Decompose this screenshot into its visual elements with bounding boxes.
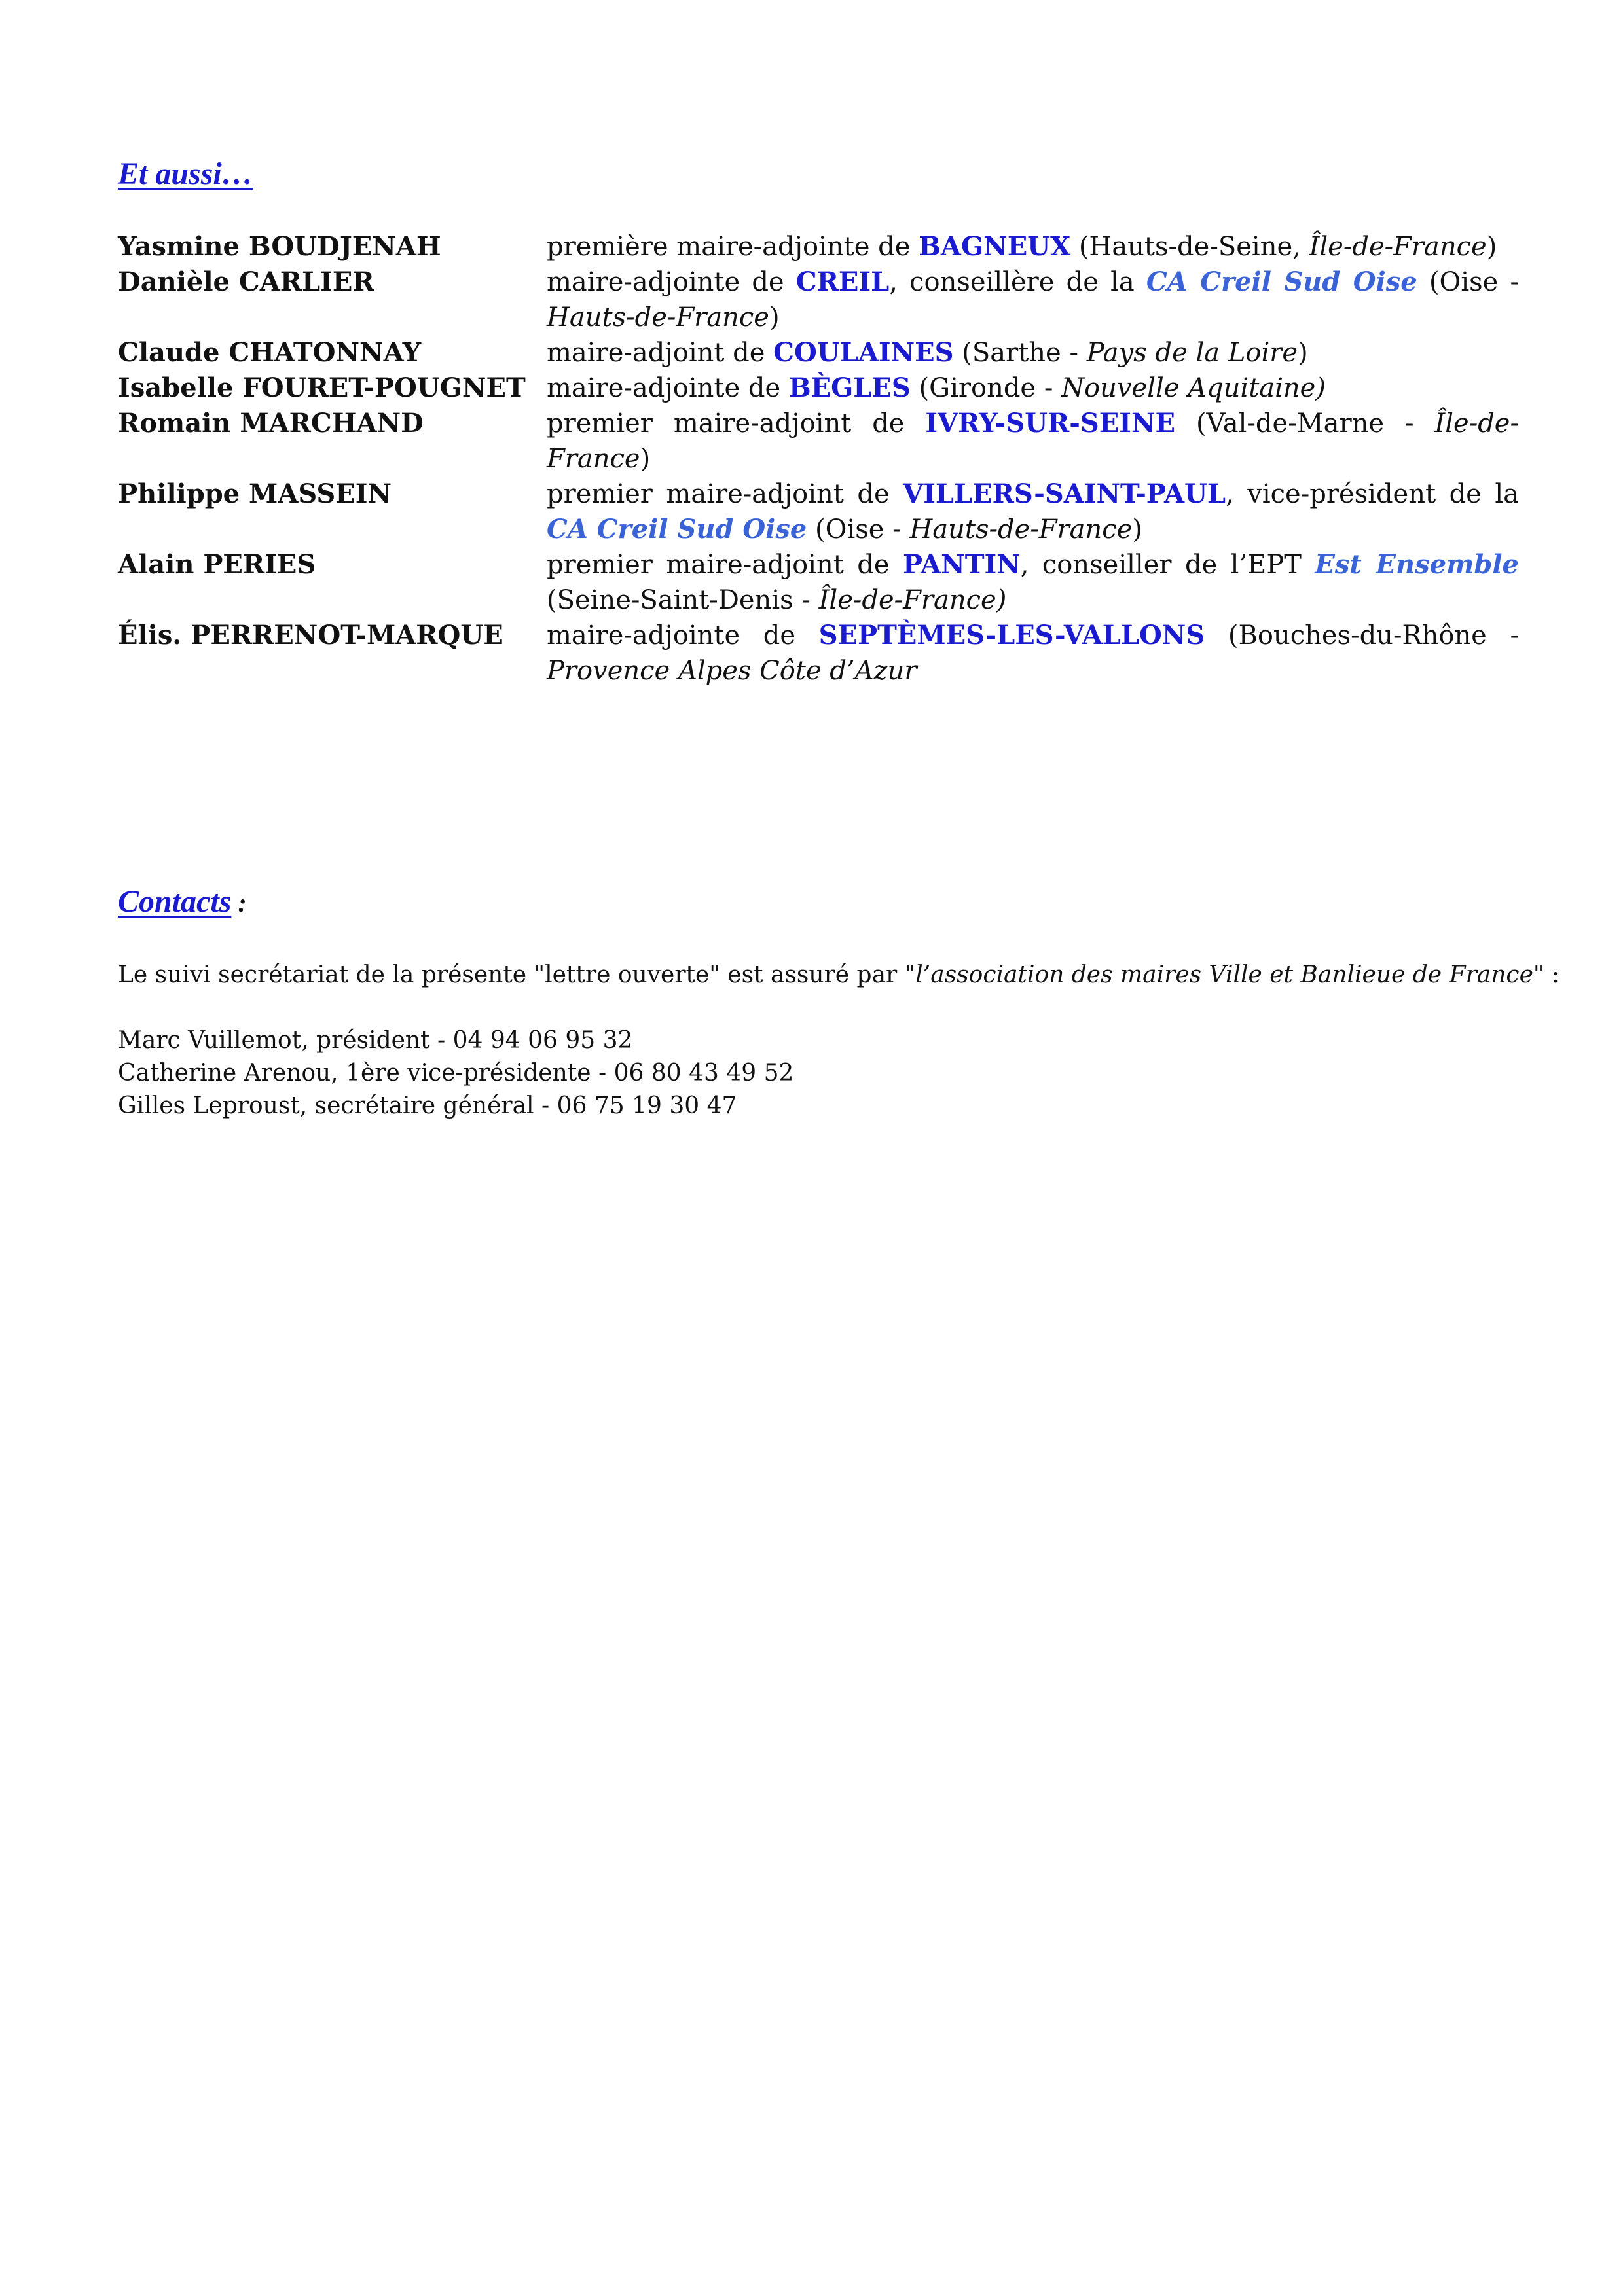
role-text: premier maire-adjoint de [547, 479, 903, 509]
contacts-intro-text: Le suivi secrétariat de la présente "lettre ouverte" est assuré par " [118, 961, 916, 988]
region-name: Île-de-France [547, 408, 1519, 474]
region-name: Nouvelle Aquitaine) [1061, 373, 1326, 403]
person-role [547, 406, 1519, 476]
role-text: ) [1298, 338, 1308, 368]
role-text: première maire-adjointe de [547, 232, 919, 262]
role-text: maire-adjointe de [547, 267, 796, 297]
region-name: Provence Alpes Côte d’Azur [547, 656, 917, 686]
role-text: maire-adjointe de [547, 620, 819, 651]
commune-name: BÈGLES [788, 372, 911, 403]
commune-name: CREIL [795, 266, 890, 297]
role-text: (Sarthe - [953, 338, 1087, 368]
person-name: Élis. PERRENOT-MARQUE [118, 620, 503, 651]
role-text: ) [1132, 514, 1142, 545]
person-name: Yasmine BOUDJENAH [118, 231, 441, 262]
role-text: (Seine-Saint-Denis - [547, 585, 819, 615]
region-name: Île-de-France [1309, 232, 1487, 262]
role-text: (Bouches-du-Rhône - [1205, 620, 1519, 651]
person-role [547, 618, 1519, 689]
people-list [118, 229, 1519, 689]
commune-name: VILLERS-SAINT-PAUL [903, 478, 1226, 509]
intercommunality-name: CA Creil Sud Oise [547, 514, 807, 545]
contact-line-secretary: Gilles Leproust, secrétaire général - 06 75 19 30 47 [118, 1092, 737, 1119]
contacts-intro-end: " : [1533, 961, 1560, 988]
intercommunality-name: Est Ensemble [1315, 549, 1519, 580]
person-role [547, 547, 1519, 618]
role-text: , conseillère de la [889, 267, 1146, 297]
person-name: Isabelle FOURET-POUGNET [118, 372, 526, 403]
person-row [118, 229, 1519, 264]
commune-name: BAGNEUX [919, 231, 1071, 262]
person-name: Alain PERIES [118, 549, 316, 580]
contact-line-vice-president: Catherine Arenou, 1ère vice-présidente - 06 80 43 49 52 [118, 1060, 794, 1086]
role-text: ) [769, 302, 780, 332]
role-text: maire-adjoint de [547, 338, 774, 368]
intercommunality-name: CA Creil Sud Oise [1146, 266, 1417, 297]
role-text: premier maire-adjoint de [547, 550, 903, 580]
contact-line-president: Marc Vuillemot, président - 04 94 06 95 32 [118, 1027, 633, 1054]
heading-contacts-colon: : [231, 888, 247, 918]
role-text: (Val-de-Marne - [1175, 408, 1435, 439]
heading-contacts-text: Contacts [118, 884, 232, 919]
contacts-section [118, 959, 1560, 1122]
role-text: (Oise - [1417, 267, 1520, 297]
contacts-intro-association: l’association des maires Ville et Banlieue de France [915, 961, 1533, 988]
heading-et-aussi [118, 156, 253, 192]
heading-contacts [118, 884, 247, 920]
contacts-intro [118, 959, 1560, 992]
role-text: (Hauts-de-Seine, [1070, 232, 1309, 262]
region-name: Île-de-France) [818, 585, 1007, 615]
commune-name: COULAINES [773, 337, 954, 368]
person-role [547, 476, 1519, 547]
person-name: Romain MARCHAND [118, 408, 424, 439]
role-text: ) [1486, 232, 1497, 262]
region-name: Pays de la Loire [1086, 338, 1298, 368]
role-text: (Oise - [807, 514, 910, 545]
commune-name: IVRY-SUR-SEINE [925, 408, 1176, 439]
role-text: , vice-président de la [1226, 479, 1519, 509]
person-role [547, 264, 1519, 335]
region-name: Hauts-de-France [547, 302, 769, 332]
person-row [118, 618, 1519, 689]
person-role [547, 335, 1519, 370]
person-row [118, 547, 1519, 618]
person-row [118, 476, 1519, 547]
person-row [118, 264, 1519, 335]
person-role [547, 229, 1519, 264]
person-name: Philippe MASSEIN [118, 478, 392, 509]
role-text: , conseiller de l’EPT [1020, 550, 1315, 580]
person-row [118, 406, 1519, 476]
role-text: (Gironde - [910, 373, 1062, 403]
commune-name: PANTIN [902, 549, 1021, 580]
role-text: premier maire-adjoint de [547, 408, 926, 439]
person-name: Danièle CARLIER [118, 266, 374, 297]
person-row [118, 370, 1519, 406]
person-name: Claude CHATONNAY [118, 337, 422, 368]
heading-et-aussi-text: Et aussi… [118, 156, 253, 191]
person-role [547, 370, 1519, 406]
region-name: Hauts-de-France [909, 514, 1133, 545]
commune-name: SEPTÈMES-LES-VALLONS [818, 620, 1205, 651]
role-text: ) [640, 444, 651, 474]
person-row [118, 335, 1519, 370]
role-text: maire-adjointe de [547, 373, 789, 403]
